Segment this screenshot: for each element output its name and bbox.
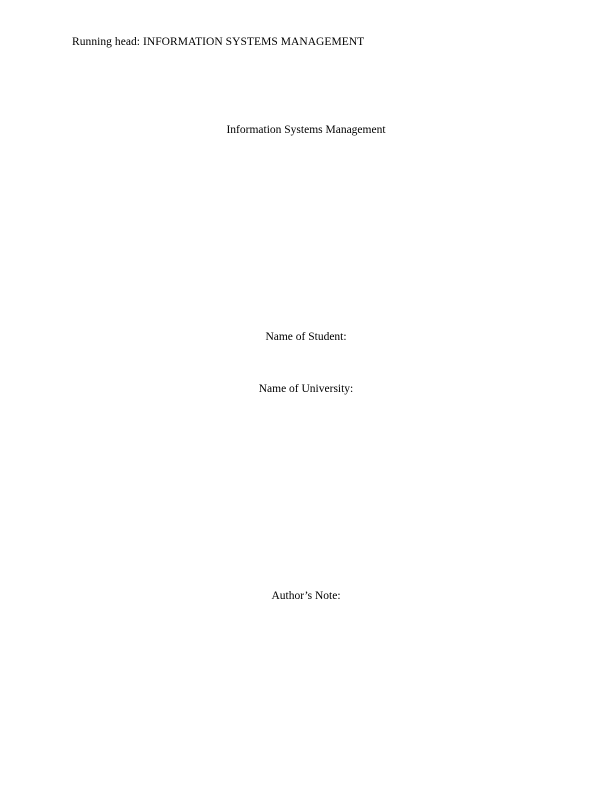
university-name-label: Name of University: — [258, 383, 354, 395]
running-head: Running head: INFORMATION SYSTEMS MANAGEMENT — [72, 36, 365, 48]
student-name-label: Name of Student: — [265, 331, 347, 343]
page-title: Information Systems Management — [226, 124, 386, 136]
authors-note-label: Author’s Note: — [271, 590, 341, 602]
